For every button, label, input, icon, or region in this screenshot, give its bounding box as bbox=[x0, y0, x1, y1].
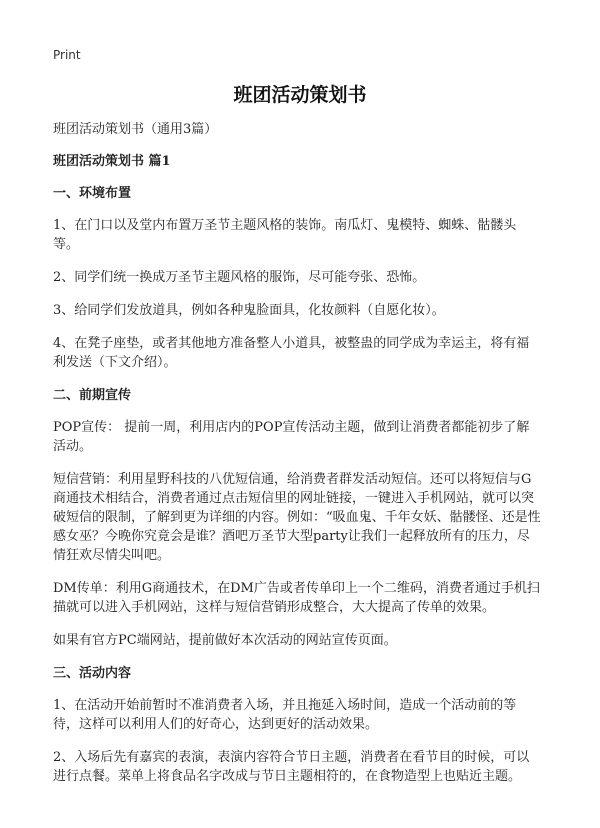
paragraph: 2、入场后先有嘉宾的表演，表演内容符合节日主题，消费者在看节目的时候，可以进行点餐。菜单上将食品名字改成与节日主题相符的，在食物造型上也贴近主题。 bbox=[53, 750, 530, 784]
paragraph: 4、在凳子座垫，或者其他地方准备整人小道具，被整蛊的同学成为幸运主，将有福利发送（下文介绍）。 bbox=[53, 336, 530, 370]
document-subtitle: 班团活动策划书（通用3篇） bbox=[53, 122, 218, 137]
page-title: 班团活动策划书 bbox=[233, 84, 367, 106]
part-heading: 班团活动策划书 篇1 bbox=[53, 154, 171, 169]
section-heading-promotion: 二、前期宣传 bbox=[53, 388, 132, 403]
print-link[interactable]: Print bbox=[53, 48, 81, 62]
paragraph: 2、同学们统一换成万圣节主题风格的服饰，尽可能夸张、恐怖。 bbox=[53, 270, 426, 285]
section-heading-activities: 三、活动内容 bbox=[53, 666, 132, 681]
paragraph: 短信营销：利用星野科技的八优短信通，给消费者群发活动短信。还可以将短信与G商通技术相结合，消费者通过点击短信里的网址链接，一键进入手机网站，就可以突破短信的限制，了解到更为详细的内容。例如：“吸血鬼、千年女妖、骷髅怪、还是性感女巫？今晚你究竟会是谁？酒吧万圣节大型party让我们一起释放所有的压力，尽情狂欢尽情尖叫吧。 bbox=[53, 472, 541, 563]
paragraph: 1、在门口以及堂内布置万圣节主题风格的装饰。南瓜灯、鬼模特、蜘蛛、骷髅头等。 bbox=[53, 218, 517, 252]
paragraph: 3、给同学们发放道具，例如各种鬼脸面具，化妆颜料（自愿化妆）。 bbox=[53, 303, 445, 318]
document-body bbox=[53, 120, 542, 800]
section-heading-environment: 一、环境布置 bbox=[53, 186, 132, 201]
paragraph: DM传单：利用G商通技术，在DM广告或者传单印上一个二维码，消费者通过手机扫描就可以进入手机网站，这样与短信营销形成整合，大大提高了传单的效果。 bbox=[53, 581, 540, 615]
paragraph: 1、在活动开始前暂时不准消费者入场，并且拖延入场时间，造成一个活动前的等待，这样可以利用人们的好奇心，达到更好的活动效果。 bbox=[53, 698, 517, 732]
paragraph: 如果有官方PC端网站，提前做好本次活动的网站宣传页面。 bbox=[53, 633, 397, 648]
paragraph: POP宣传： 提前一周，利用店内的POP宣传活动主题，做到让消费者都能初步了解活动。 bbox=[53, 420, 530, 454]
